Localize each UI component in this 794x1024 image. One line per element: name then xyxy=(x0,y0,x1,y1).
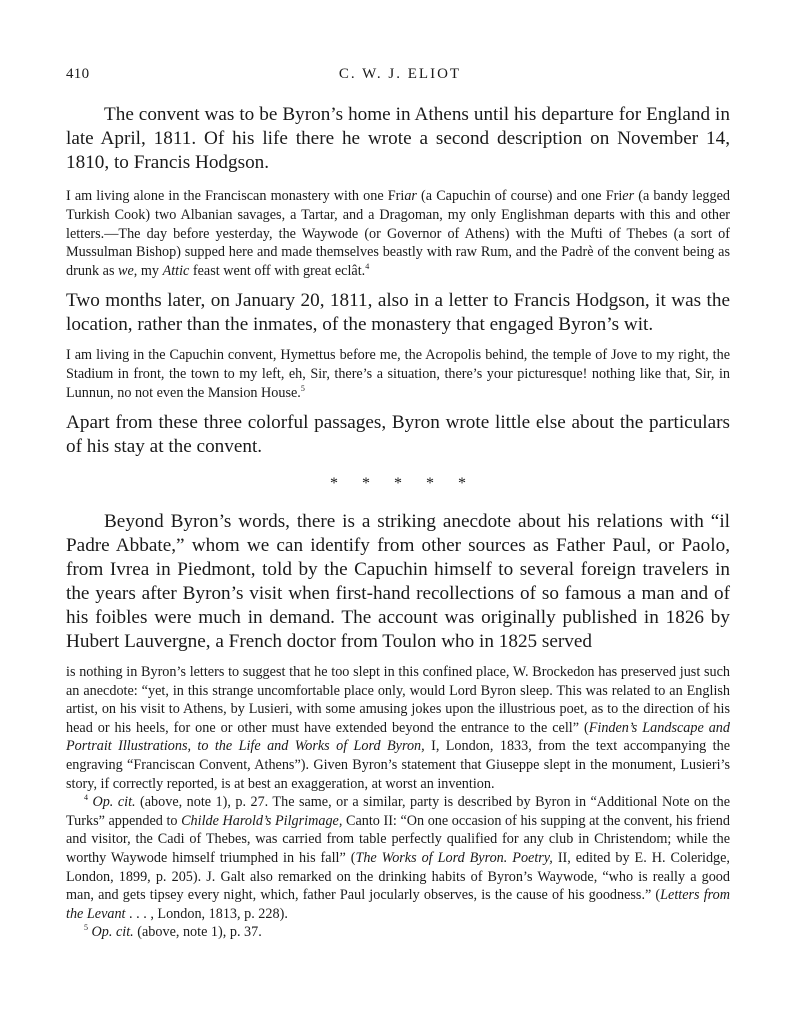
block-quote-1: I am living alone in the Franciscan monastery with one Friar (a Capuchin of course) and one Frier (a bandy legged Turkish Cook) two Albanian savages, a Tartar, and a Dragoman, my only Englishman departs with this and other letters.—The day before yesterday, the Waywode (or Governor of Athens) with the Mufti of Thebes (a sort of Mussulman Bishop) supped here and made themselves beastly with raw Rum, and the Padrè of the convent being as drunk as we, my Attic feast went off with great eclât.$^4$ xyxy=(66,188,731,280)
body-text xyxy=(66,103,730,654)
footnote-number: 5 xyxy=(84,923,88,933)
block-quote-2: I am living in the Capuchin convent, Hymettus before me, the Acropolis behind, the temple of Jove to my right, the Stadium in front, the town to my left, eh, Sir, there’s a situation, there’s your picturesque! nothing like that, Sir, in Lunnun, no not even the Mansion House.$^5$ xyxy=(66,346,730,401)
paragraph-1: The convent was to be Byron’s home in Athens until his departure for England in late April, 1811. Of his life there he wrote a second description on November 14, 1810, to Francis Hodgson. xyxy=(66,104,730,173)
paragraph-4: Beyond Byron’s words, there is a striking anecdote about his relations with “il Padre Abbate,” whom we can identify from other sources as Father Paul, or Paolo, from Ivrea in Piedmont, told by the Capuchin himself to several foreign travelers in the years after Byron’s visit when first-hand recollections of so famous a man and of his foibles were much in demand. The account was originally published in 1826 by Hubert Lauvergne, a French doctor from Toulon who in 1825 served xyxy=(66,511,730,653)
footnote-continued: is nothing in Byron’s letters to suggest that he too slept in this confined place, W. Brockedon has preserved just such an anecdote: “yet, in this strange uncomfortable place only, would Lord Byron sleep. This was related to an English artist, on his visit to Athens, by Lusieri, with some amusing jokes upon the illustrious poet, as to the direction of his head or his heels, for one or other must have extended beyond the entrance to the cell” (Finden’s Landscape and Portrait Illustrations, to the Life and Works of Lord Byron, I, London, 1833, from the text accompanying the engraving “Franciscan Convent, Athens”). Given Byron’s statement that Giuseppe slept in the monument, Lusieri’s story, if correctly reported, is at best an exaggeration, at worst an invention. xyxy=(66,664,731,792)
page-number: 410 xyxy=(66,66,90,82)
star: * xyxy=(426,475,434,493)
running-head: C. W. J. ELIOT xyxy=(338,66,462,82)
footnote-ref-5[interactable]: 5 xyxy=(300,383,305,393)
star: * xyxy=(330,475,338,493)
star: * xyxy=(458,475,466,493)
paragraph-2: Two months later, on January 20, 1811, also in a letter to Francis Hodgson, it was the location, rather than the inmates, of the monastery that engaged Byron’s wit. xyxy=(66,289,730,335)
footnote-4: $^4$ Op. cit. (above, note 1), p. 27. The same, or a similar, party is described by Byron in “Additional Note on the Turks” appended to Childe Harold’s Pilgrimage, Canto II: “On one occasion of his supping at the convent, his friend and visitor, the Cadi of Thebes, was carried from table perfectly qualified for any club in Christendom; while the worthy Waywode himself triumphed in his fall” (The Works of Lord Byron. Poetry, II, edited by E. H. Coleridge, London, 1899, p. 205). J. Galt also remarked on the drinking habits of Byron’s Waywode, “who is really a good man, and gets tipsey every night, which, father Paul jocularly observes, is the cause of his goodness.” (Letters from the Levant . . . , London, 1813, p. 228). xyxy=(66,793,731,922)
page-header xyxy=(66,66,734,88)
star: * xyxy=(394,475,402,493)
footnotes xyxy=(66,663,730,942)
footnote-ref-4[interactable]: 4 xyxy=(365,262,370,272)
star: * xyxy=(362,475,370,493)
paragraph-3: Apart from these three colorful passages, Byron wrote little else about the particulars of his stay at the convent. xyxy=(66,412,730,458)
section-break xyxy=(66,475,730,493)
footnote-5: $^5$ Op. cit. (above, note 1), p. 37. xyxy=(84,923,262,941)
footnote-number: 4 xyxy=(84,793,88,803)
